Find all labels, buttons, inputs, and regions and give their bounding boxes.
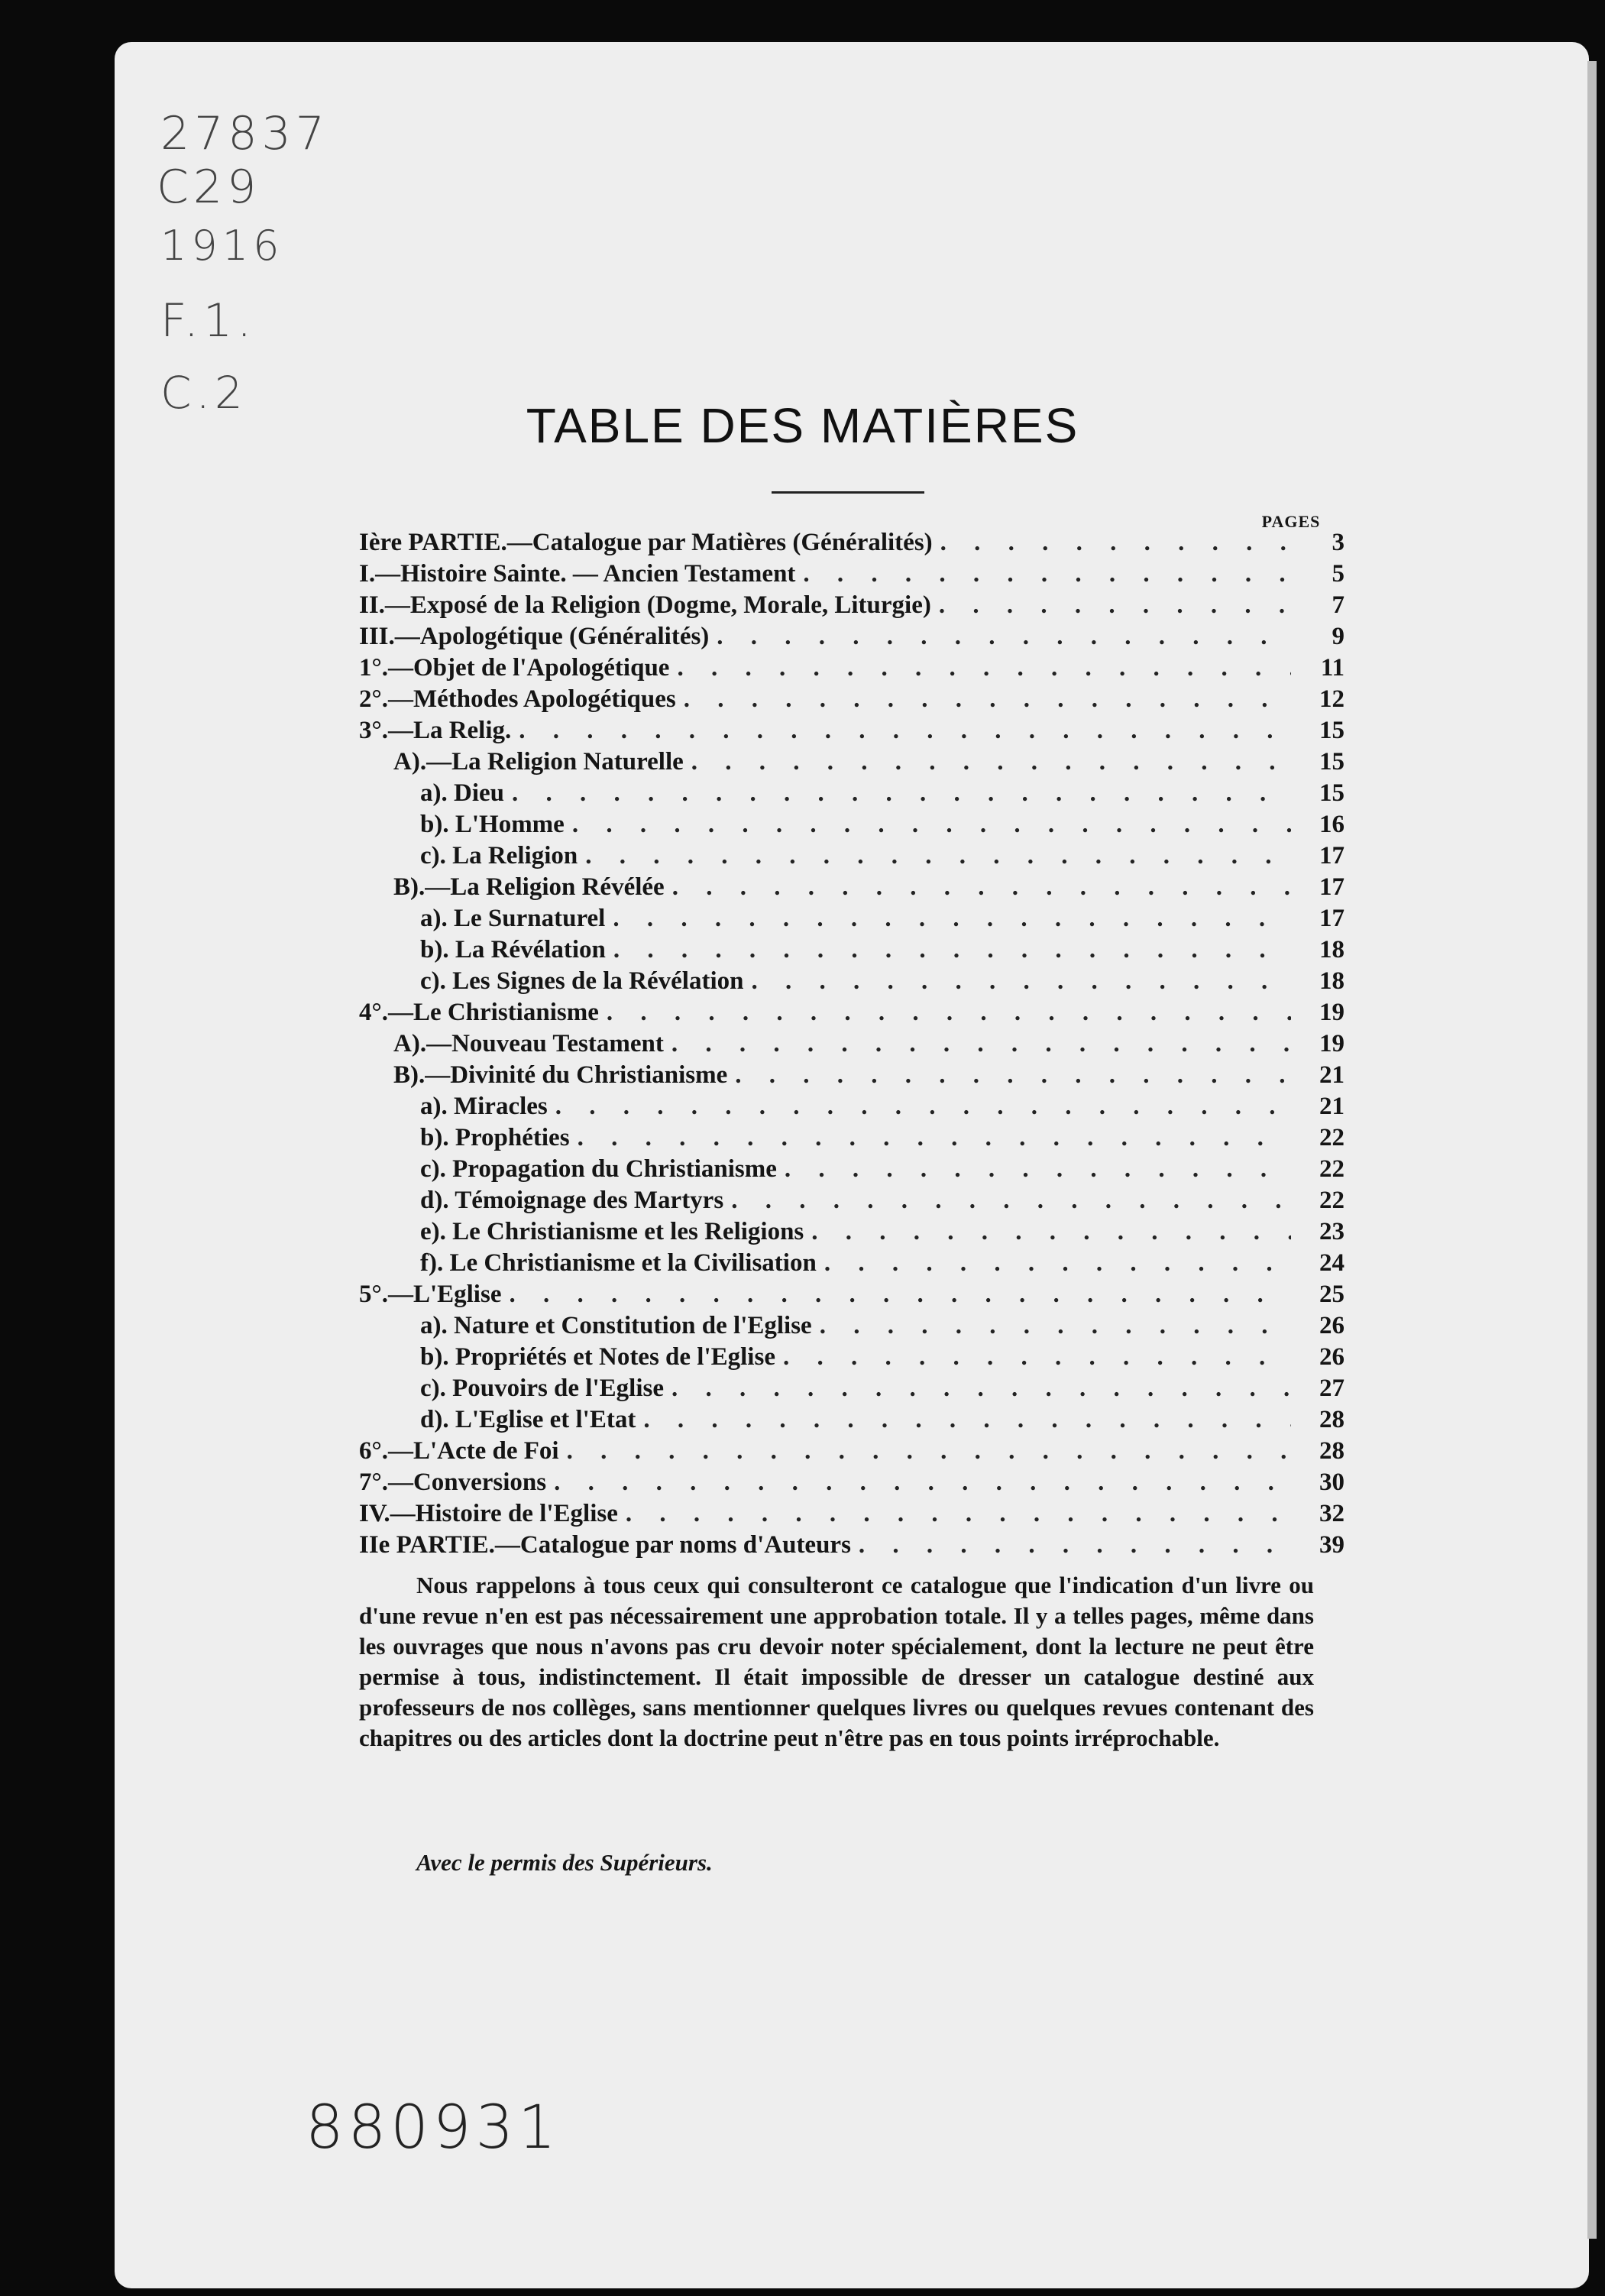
toc-entry [359, 527, 1345, 559]
toc-entry-label: e). Le Christianisme et les Religions [420, 1218, 804, 1245]
toc-entry [359, 1216, 1345, 1248]
toc-entry-label: II.—Exposé de la Religion (Dogme, Morale, Liturgie) [359, 591, 931, 619]
toc-entry-page: 23 [1319, 1218, 1345, 1245]
toc-entry-page: 7 [1332, 591, 1345, 619]
toc-entry-page: 15 [1319, 748, 1345, 776]
dot-leader [555, 1091, 1291, 1122]
handwritten-note: 27837 [160, 107, 329, 160]
handwritten-note: F.1. [160, 294, 257, 348]
dot-leader [785, 1154, 1291, 1185]
toc-entry [359, 997, 1345, 1028]
toc-entry-page: 16 [1319, 811, 1345, 838]
toc-entry [359, 1091, 1345, 1122]
toc-entry [359, 809, 1345, 840]
toc-entry [359, 1122, 1345, 1154]
toc-entry-label: d). L'Eglise et l'Etat [420, 1406, 636, 1433]
toc-entry [359, 746, 1345, 778]
title-divider [772, 491, 924, 494]
dot-leader [613, 903, 1291, 934]
toc-entry [359, 1154, 1345, 1185]
toc-entry-page: 32 [1319, 1500, 1345, 1527]
dot-leader [731, 1185, 1291, 1216]
dot-leader [567, 1436, 1291, 1467]
toc-entry-page: 18 [1319, 936, 1345, 963]
toc-entry-page: 17 [1319, 842, 1345, 870]
toc-entry-label: b). L'Homme [420, 811, 565, 838]
toc-entry-label: IIe PARTIE.—Catalogue par noms d'Auteurs [359, 1531, 851, 1559]
dot-leader [671, 1028, 1291, 1060]
dot-leader [735, 1060, 1291, 1091]
toc-entry [359, 1373, 1345, 1404]
toc-entry-label: b). Prophéties [420, 1124, 570, 1151]
toc-entry [359, 1404, 1345, 1436]
toc-entry [359, 903, 1345, 934]
dot-leader [672, 872, 1291, 903]
toc-entry-label: 5°.—L'Eglise [359, 1281, 502, 1308]
toc-entry-label: c). Les Signes de la Révélation [420, 967, 744, 995]
toc-entry [359, 1248, 1345, 1279]
toc-entry [359, 1467, 1345, 1498]
toc-entry-label: a). Le Surnaturel [420, 905, 606, 932]
toc-entry-page: 3 [1332, 529, 1345, 556]
page-edge [1587, 61, 1597, 2239]
toc-entry-page: 25 [1319, 1281, 1345, 1308]
dot-leader [519, 715, 1291, 746]
toc-entry-label: 2°.—Méthodes Apologétiques [359, 685, 676, 713]
toc-entry [359, 1436, 1345, 1467]
toc-entry-page: 28 [1319, 1437, 1345, 1465]
toc-entry [359, 1185, 1345, 1216]
toc-entry [359, 778, 1345, 809]
toc-entry-page: 22 [1319, 1187, 1345, 1214]
toc-entry-label: B).—La Religion Révélée [393, 873, 665, 901]
toc-entry-page: 28 [1319, 1406, 1345, 1433]
toc-entry-label: d). Témoignage des Martyrs [420, 1187, 724, 1214]
toc-entry-page: 39 [1319, 1531, 1345, 1559]
dot-leader [626, 1498, 1291, 1530]
dot-leader [554, 1467, 1291, 1498]
page-title: TABLE DES MATIÈRES [526, 398, 1079, 453]
table-of-contents [359, 527, 1345, 1561]
toc-entry-page: 19 [1319, 1030, 1345, 1057]
toc-entry [359, 590, 1345, 621]
toc-entry [359, 966, 1345, 997]
toc-entry [359, 934, 1345, 966]
toc-entry [359, 653, 1345, 684]
toc-entry-page: 19 [1319, 999, 1345, 1026]
toc-entry-label: A).—Nouveau Testament [393, 1030, 664, 1057]
toc-entry-label: a). Nature et Constitution de l'Eglise [420, 1312, 812, 1339]
dot-leader [783, 1342, 1291, 1373]
dot-leader [512, 778, 1291, 809]
toc-entry [359, 1342, 1345, 1373]
toc-entry [359, 715, 1345, 746]
dot-leader [939, 590, 1291, 621]
toc-entry-label: b). La Révélation [420, 936, 606, 963]
toc-entry-label: a). Dieu [420, 779, 504, 807]
toc-entry [359, 1060, 1345, 1091]
dot-leader [811, 1216, 1291, 1248]
toc-entry [359, 840, 1345, 872]
stamp-number: 880931 [306, 2094, 561, 2162]
pages-column-header: PAGES [1261, 512, 1321, 531]
toc-entry-label: 3°.—La Relig. [359, 717, 512, 744]
toc-entry-label: b). Propriétés et Notes de l'Eglise [420, 1343, 775, 1371]
dot-leader [859, 1530, 1291, 1561]
toc-entry-label: 7°.—Conversions [359, 1469, 547, 1496]
toc-entry-label: c). Pouvoirs de l'Eglise [420, 1375, 664, 1402]
dot-leader [691, 746, 1291, 778]
toc-entry [359, 1530, 1345, 1561]
dot-leader [717, 621, 1291, 653]
dot-leader [677, 653, 1291, 684]
toc-entry-page: 17 [1319, 905, 1345, 932]
handwritten-note: 1916 [160, 222, 284, 270]
toc-entry-label: 1°.—Objet de l'Apologétique [359, 654, 670, 682]
toc-entry-label: 6°.—L'Acte de Foi [359, 1437, 559, 1465]
toc-entry-page: 21 [1319, 1093, 1345, 1120]
dot-leader [684, 684, 1291, 715]
handwritten-note: C29 [157, 160, 261, 214]
toc-entry-label: a). Miracles [420, 1093, 548, 1120]
toc-entry-label: Ière PARTIE.—Catalogue par Matières (Généralités) [359, 529, 933, 556]
toc-entry-page: 22 [1319, 1124, 1345, 1151]
toc-entry-label: IV.—Histoire de l'Eglise [359, 1500, 618, 1527]
toc-entry [359, 1028, 1345, 1060]
toc-entry-page: 24 [1319, 1249, 1345, 1277]
permission-line: Avec le permis des Supérieurs. [416, 1849, 713, 1876]
handwritten-note: C.2 [160, 367, 248, 419]
dot-leader [613, 934, 1291, 966]
toc-entry-page: 26 [1319, 1343, 1345, 1371]
toc-entry [359, 621, 1345, 653]
toc-entry-page: 15 [1319, 717, 1345, 744]
toc-entry-label: I.—Histoire Sainte. — Ancien Testament [359, 560, 796, 588]
toc-entry-label: c). Propagation du Christianisme [420, 1155, 777, 1183]
toc-entry [359, 1310, 1345, 1342]
dot-leader [940, 527, 1291, 559]
toc-entry-label: B).—Divinité du Christianisme [393, 1061, 728, 1089]
toc-entry [359, 684, 1345, 715]
toc-entry-page: 9 [1332, 623, 1345, 650]
dot-leader [820, 1310, 1291, 1342]
toc-entry-page: 26 [1319, 1312, 1345, 1339]
toc-entry [359, 872, 1345, 903]
toc-entry-page: 5 [1332, 560, 1345, 588]
toc-entry-page: 21 [1319, 1061, 1345, 1089]
toc-entry-page: 11 [1320, 654, 1345, 682]
dot-leader [803, 559, 1291, 590]
toc-entry-page: 15 [1319, 779, 1345, 807]
toc-entry-page: 12 [1319, 685, 1345, 713]
dot-leader [585, 840, 1291, 872]
toc-entry-label: c). La Religion [420, 842, 578, 870]
toc-entry-label: III.—Apologétique (Généralités) [359, 623, 710, 650]
toc-entry-page: 22 [1319, 1155, 1345, 1183]
toc-entry [359, 1279, 1345, 1310]
dot-leader [509, 1279, 1291, 1310]
toc-entry-page: 27 [1319, 1375, 1345, 1402]
dot-leader [607, 997, 1291, 1028]
toc-entry-page: 18 [1319, 967, 1345, 995]
disclaimer-paragraph: Nous rappelons à tous ceux qui consulteront ce catalogue que l'indication d'un livre ou d'une revue n'en est pas nécessairement une approbation totale. Il y a telles pages, même dans les ouvrages que nous n'avons pas cru devoir noter spécialement, dont la lecture ne peut être permise à tous, indistinctement. Il était impossible de dresser un catalogue destiné aux professeurs de nos collèges, sans mentionner quelques livres ou quelques revues contenant des chapitres ou des articles dont la doctrine peut n'être pas en tous points irréprochable. [359, 1572, 1314, 1751]
dot-leader [578, 1122, 1291, 1154]
toc-entry [359, 1498, 1345, 1530]
dot-leader [643, 1404, 1291, 1436]
dot-leader [671, 1373, 1291, 1404]
toc-entry-label: 4°.—Le Christianisme [359, 999, 599, 1026]
toc-entry [359, 559, 1345, 590]
dot-leader [572, 809, 1291, 840]
dot-leader [824, 1248, 1291, 1279]
toc-entry-label: A).—La Religion Naturelle [393, 748, 684, 776]
toc-entry-page: 17 [1319, 873, 1345, 901]
toc-entry-label: f). Le Christianisme et la Civilisation [420, 1249, 817, 1277]
dot-leader [751, 966, 1291, 997]
toc-entry-page: 30 [1319, 1469, 1345, 1496]
